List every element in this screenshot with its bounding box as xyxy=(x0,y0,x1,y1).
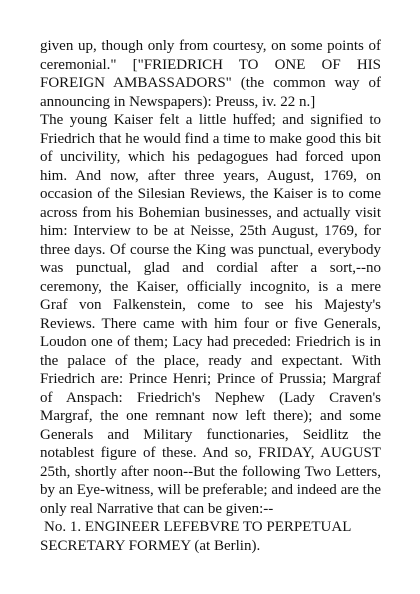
document-page xyxy=(40,37,381,555)
paragraph-continuation: given up, though only from courtesy, on some points of ceremonial." ["FRIEDRICH TO ONE OF HIS FOREIGN AMBASSADORS" (the common way of announcing in Newspapers): Preuss, iv. 22 n.] xyxy=(40,38,381,110)
paragraph-kaiser-visit: The young Kaiser felt a little huffed; and signified to Friedrich that he would find a time to make good this bit of uncivility, which his pedagogues had forced upon him. And now, after three years, August, 1769, on occasion of the Silesian Reviews, the Kaiser is to come across from his Bohemian businesses, and actually visit him: Interview to be at Neisse, 25th August, 1769, for three days. Of course the King was punctual, everybody was punctual, glad and cordial after a sort,--no ceremony, the Kaiser, officially incognito, is a mere Graf von Falkenstein, come to see his Majesty's Reviews. There came with him four or five Generals, Loudon one of them; Lacy had preceded: Friedrich is in the palace of the place, ready and expectant. With Friedrich are: Prince Henri; Prince of Prussia; Margraf of Anspach: Friedrich's Nephew (Lady Craven's Margraf, the one remnant now left there); and some Generals and Military functionaries, Seidlitz the notablest figure of these. And so, FRIDAY, AUGUST 25th, shortly after noon--But the following Two Letters, by an Eye-witness, will be preferable; and indeed are the only real Narrative that can be given:-- xyxy=(40,112,381,517)
letter-heading: No. 1. ENGINEER LEFEBVRE TO PERPETUAL SECRETARY FORMEY (at Berlin). xyxy=(40,519,351,554)
